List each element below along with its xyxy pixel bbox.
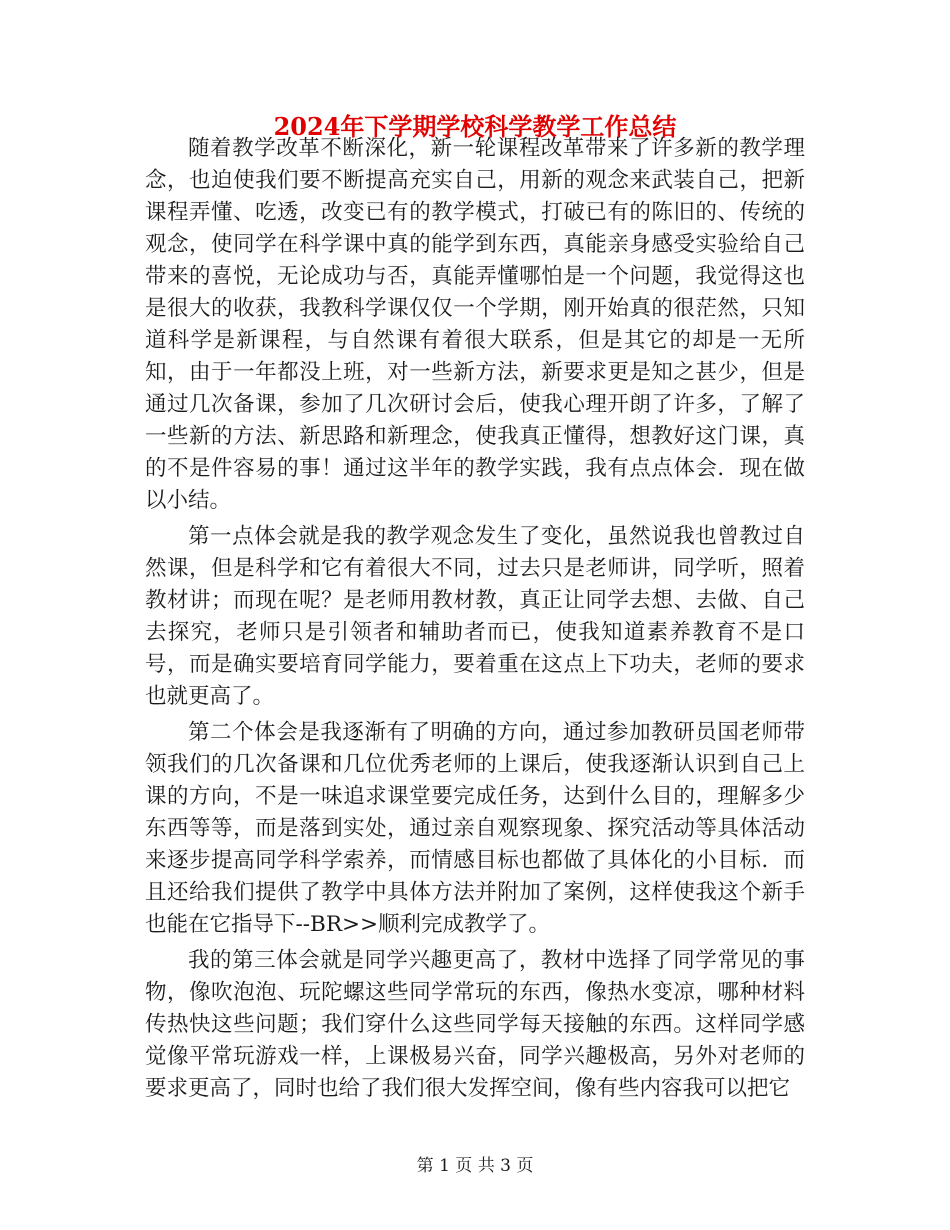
- paragraph-first-insight: 第一点体会就是我的教学观念发生了变化，虽然说我也曾教过自然课，但是科学和它有着很大不同，过去只是老师讲，同学听，照着教材讲；而现在呢？是老师用教材教，真正让同学去想、去做、自己去探究，老师只是引领者和辅助者而已，使我知道素养教育不是口号，而是确实要培育同学能力，要着重在这点上下功夫，老师的要求也就更高了。: [145, 524, 805, 709]
- paragraph-second-insight: 第二个体会是我逐渐有了明确的方向，通过参加教研员国老师带领我们的几次备课和几位优秀老师的上课后，使我逐渐认识到自己上课的方向，不是一味追求课堂要完成任务，达到什么目的，理解多少东西等等，而是落到实处，通过亲自观察现象、探究活动等具体活动来逐步提高同学科学索养，而情感目标也都做了具体化的小目标．而且还给我们提供了教学中具体方法并附加了案例，这样使我这个新手也能在它指导下--BR>>顺利完成教学了。: [145, 720, 805, 937]
- document-body: [145, 133, 805, 1105]
- page-footer: [0, 1156, 950, 1176]
- paragraph-intro: 随着教学改革不断深化，新一轮课程改革带来了许多新的教学理念，也迫使我们要不断提高充实自己，用新的观念来武装自己，把新课程弄懂、吃透，改变已有的教学模式，打破已有的陈旧的、传统的观念，使同学在科学课中真的能学到东西，真能亲身感受实验给自己带来的喜悦，无论成功与否，真能弄懂哪怕是一个问题，我觉得这也是很大的收获，我教科学课仅仅一个学期，刚开始真的很茫然，只知道科学是新课程，与自然课有着很大联系，但是其它的却是一无所知，由于一年都没上班，对一些新方法，新要求更是知之甚少，但是通过几次备课，参加了几次研讨会后，使我心理开朗了许多，了解了一些新的方法、新思路和新理念，使我真正懂得，想教好这门课，真的不是件容易的事！通过这半年的教学实践，我有点点体会．现在做以小结。: [145, 136, 805, 513]
- page-number-label: 第 1 页 共 3 页: [416, 1156, 534, 1176]
- paragraph-third-insight: 我的第三体会就是同学兴趣更高了，教材中选择了同学常见的事物，像吹泡泡、玩陀螺这些同学常玩的东西，像热水变凉，哪种材料传热快这些问题；我们穿什么这些同学每天接触的东西。这样同学感觉像平常玩游戏一样，上课极易兴奋，同学兴趣极高，另外对老师的要求更高了，同时也给了我们很大发挥空间，像有些内容我可以把它: [145, 948, 805, 1101]
- document-title: 2024年下学期学校科学教学工作总结: [273, 112, 677, 141]
